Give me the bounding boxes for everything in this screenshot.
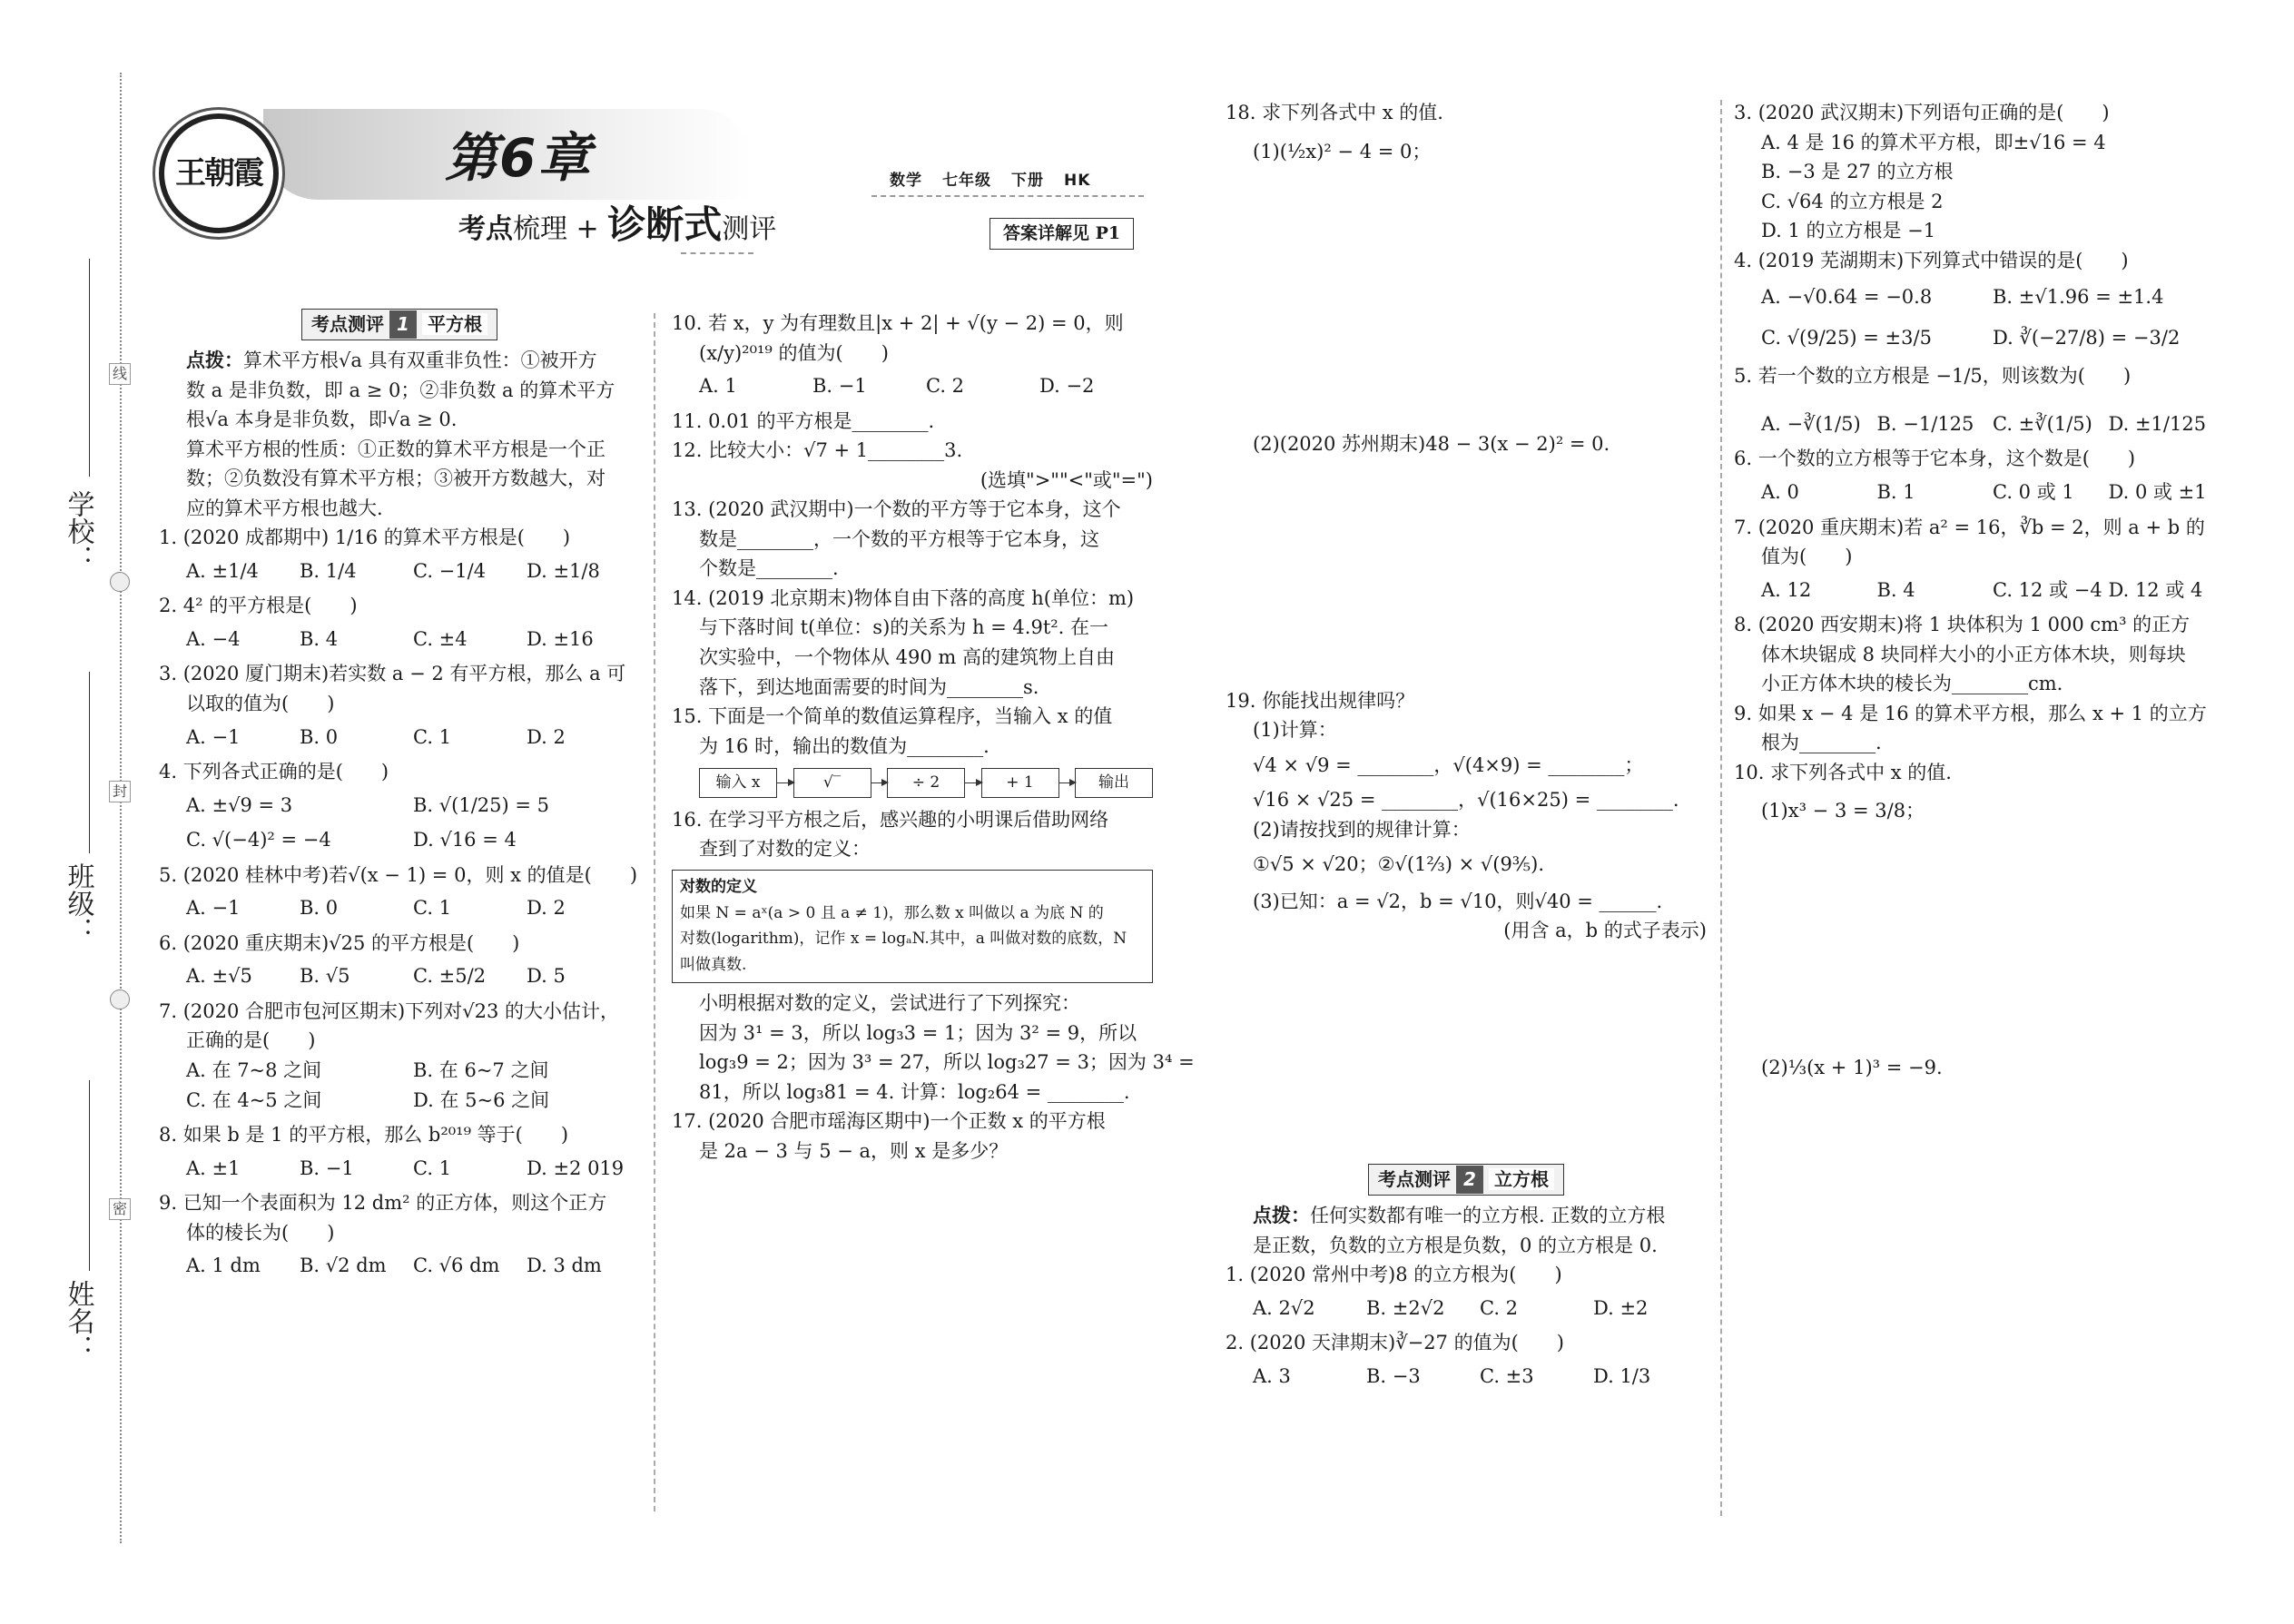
meta-edition: HK: [1064, 172, 1091, 190]
tip-line: 应的算术平方根也越大.: [186, 497, 383, 519]
question-18: 18. 求下列各式中 x 的值.: [1226, 102, 1443, 123]
question-stem: 6. (2020 重庆期末)√25 的平方根是( ): [159, 931, 520, 954]
question-line: (1)计算：: [1253, 719, 1337, 742]
question-line: 16. 在学习平方根之后，感兴趣的小明课后借助网络: [672, 808, 1109, 831]
question-13: [672, 495, 1153, 584]
subtitle-part: 诊断式: [607, 202, 723, 247]
question-line: 8. (2020 西安期末)将 1 块体积为 1 000 cm³ 的正方: [1734, 614, 2191, 636]
question-line: 个数是________.: [699, 557, 839, 580]
question-18-part1: (1)(½x)² − 4 = 0；: [1253, 140, 1432, 162]
option[interactable]: D. ±1/8: [527, 559, 600, 582]
options: [1761, 323, 2224, 353]
question-18-part2: (2)(2020 苏州期末)48 − 3(x − 2)² = 0.: [1253, 433, 1610, 456]
option[interactable]: D. 在 5~6 之间: [413, 1088, 550, 1111]
option[interactable]: B. 4: [1876, 578, 1915, 601]
question-stem: 2. (2020 天津期末)∛−27 的值为( ): [1226, 1332, 1564, 1354]
question-stem: 7. (2020 合肥市包河区期末)下列对√23 的大小估计，: [159, 999, 619, 1022]
binding-mark-seal: 封: [109, 781, 131, 802]
question-line: ①√5 × √20；②√(1⅔) × √(9⅗).: [1253, 853, 1545, 876]
options: [186, 1251, 640, 1281]
option[interactable]: B. 在 6~7 之间: [413, 1059, 549, 1082]
option[interactable]: B. 1/4: [300, 559, 357, 582]
option[interactable]: B. −3 是 27 的立方根: [1761, 161, 1954, 183]
option[interactable]: D. ±16: [527, 627, 594, 650]
cube-question-6: [1734, 444, 2224, 507]
option[interactable]: D. ±1/125: [2108, 412, 2207, 435]
question-stem: 体的棱长为( ): [186, 1221, 335, 1244]
option[interactable]: A. 4 是 16 的算术平方根，即±√16 = 4: [1761, 131, 2106, 153]
option[interactable]: B. ±√1.96 = ±1.4: [1993, 286, 2164, 309]
option[interactable]: B. 1: [1876, 481, 1915, 504]
question-6: [159, 929, 640, 991]
question-stem: 3. (2020 厦门期末)若实数 a − 2 有平方根，那么 a 可: [159, 663, 626, 685]
cube-question-10-part2: (2)⅓(x + 1)³ = −9.: [1761, 1057, 1943, 1079]
definition-line: 如果 N = aˣ(a > 0 且 a ≠ 1)，那么数 x 叫做以 a 为底 N 的: [680, 903, 1104, 922]
computation-flowchart: [672, 768, 1153, 797]
question-stem: 4. (2019 芜湖期末)下列算式中错误的是( ): [1734, 249, 2129, 271]
tip-line: 根√a 本身是非负数，即√a ≥ 0.: [186, 408, 458, 431]
question-stem: 8. 如果 b 是 1 的平方根，那么 b²⁰¹⁹ 等于( ): [159, 1124, 569, 1147]
option[interactable]: A. 2√2: [1253, 1296, 1315, 1319]
question-line: 数是________，一个数的平方根等于它本身，这: [699, 527, 1099, 550]
option[interactable]: B. ±2√2: [1366, 1296, 1445, 1319]
cube-question-4: [1734, 246, 2224, 353]
question-stem: 10. 若 x，y 为有理数且|x + 2| + √(y − 2) = 0，则: [672, 312, 1124, 334]
option[interactable]: D. 3 dm: [527, 1255, 602, 1277]
option[interactable]: D. 1/3: [1593, 1364, 1651, 1387]
subtitle-part: 考点: [458, 213, 513, 245]
options: [186, 556, 640, 586]
option[interactable]: C. 0 或 1: [1993, 481, 2074, 504]
class-label: 班级：: [62, 862, 94, 944]
option[interactable]: A. ±1/4: [186, 559, 259, 582]
question-line: 81，所以 log₃81 = 4. 计算：log₂64 = ________.: [699, 1080, 1130, 1103]
section-number: 2: [1456, 1166, 1483, 1194]
question-stem: 1. (2020 常州中考)8 的立方根为( ): [1226, 1264, 1562, 1286]
question-9: [159, 1188, 640, 1281]
question-line: log₃9 = 2；因为 3³ = 27，所以 log₃27 = 3；因为 3⁴ =: [699, 1051, 1195, 1074]
subtitle-part: 测评: [722, 213, 777, 245]
binding-mark-line: 线: [109, 363, 131, 385]
meta-grade: 七年级: [942, 172, 991, 190]
question-10: [672, 309, 1153, 401]
question-line: (3)已知：a = √2，b = √10，则√40 = ______.: [1253, 890, 1663, 912]
option[interactable]: C. ±3: [1480, 1364, 1534, 1387]
question-line: 根为________.: [1761, 732, 1882, 754]
question-stem: 正确的是( ): [186, 1029, 316, 1052]
option[interactable]: A. −1: [186, 897, 241, 920]
question-stem: 1. (2020 成都期中) 1/16 的算术平方根是( ): [159, 527, 571, 549]
tip-line: 任何实数都有唯一的立方根. 正数的立方根: [1310, 1205, 1666, 1227]
section-number: 1: [389, 310, 417, 339]
question-19-hint: (用含 a，b 的式子表示): [1503, 920, 1707, 942]
question-line: √4 × √9 = ________，√(4×9) = ________；: [1253, 753, 1644, 776]
option[interactable]: A. ±√5: [186, 965, 252, 988]
option[interactable]: B. −3: [1366, 1364, 1421, 1387]
meta-subject: 数学: [890, 172, 922, 190]
definition-line: 叫做真数.: [680, 956, 747, 975]
answer-reference: 答案详解见 P1: [989, 218, 1134, 250]
cube-question-5: [1734, 361, 2224, 438]
option[interactable]: B. 0: [300, 725, 339, 748]
tip-line: 算术平方根√a 具有双重非负性：①被开方: [243, 349, 597, 371]
option[interactable]: D. 12 或 4: [2108, 578, 2203, 601]
question-17: [672, 1107, 1153, 1166]
option[interactable]: A. −∛(1/5): [1761, 412, 1861, 435]
options: [1761, 477, 2224, 507]
question-8: [159, 1120, 640, 1183]
subtitle-part: 梳理 +: [513, 213, 608, 245]
section-label: 考点测评: [1378, 1168, 1452, 1191]
option[interactable]: D. √16 = 4: [413, 829, 517, 851]
option[interactable]: B. −1/125: [1876, 412, 1974, 435]
question-stem: 5. (2020 桂林中考)若√(x − 1) = 0，则 x 的值是( ): [159, 863, 638, 886]
option[interactable]: A. 1 dm: [186, 1255, 261, 1277]
option[interactable]: A. −1: [186, 725, 241, 748]
logo-text: 王朝霞: [175, 154, 262, 192]
option[interactable]: D. 1 的立方根是 −1: [1761, 220, 1936, 242]
question-line: √16 × √25 = ________，√(16×25) = ________.: [1253, 789, 1679, 812]
option[interactable]: D. 2: [527, 725, 566, 748]
flow-add: + 1: [981, 768, 1059, 797]
question-12-hint: (选填">""<"或"="): [980, 468, 1153, 491]
tip-block: [159, 346, 640, 523]
question-line: 9. 如果 x − 4 是 16 的算术平方根，那么 x + 1 的立方: [1734, 702, 2207, 724]
section-name: 平方根: [422, 313, 487, 335]
option[interactable]: B. 4: [300, 627, 339, 650]
tip-label: 点拨：: [186, 349, 243, 371]
binding-hole: [110, 572, 130, 592]
brand-logo: [159, 113, 279, 233]
options: [186, 825, 640, 855]
option[interactable]: D. 0 或 ±1: [2108, 481, 2207, 504]
header-dashed-line: [681, 252, 753, 254]
cube-question-10-part1: (1)x³ − 3 = 3/8；: [1761, 800, 1925, 822]
page-subtitle: [458, 195, 776, 254]
binding-dotted-line: [120, 73, 122, 1543]
option[interactable]: C. √6 dm: [413, 1255, 500, 1277]
flow-arrow: [871, 782, 888, 783]
options: [186, 723, 640, 753]
option[interactable]: C. −1/4: [413, 559, 487, 582]
tip-line: 是正数，负数的立方根是负数，0 的立方根是 0.: [1253, 1234, 1658, 1256]
logarithm-definition-box: [672, 870, 1153, 984]
question-line: 17. (2020 合肥市瑶海区期中)一个正数 x 的平方根: [672, 1110, 1106, 1133]
question-stem: 值为( ): [1761, 546, 1853, 568]
section-label: 考点测评: [311, 313, 385, 335]
section-name: 立方根: [1489, 1168, 1554, 1190]
option[interactable]: A. −4: [186, 627, 241, 650]
question-2: [159, 591, 640, 654]
option[interactable]: B. −1: [812, 375, 867, 398]
question-stem: 9. 已知一个表面积为 12 dm² 的正方体，则这个正方: [159, 1192, 607, 1215]
column-divider: [654, 313, 655, 1511]
option[interactable]: C. √(−4)² = −4: [186, 829, 331, 851]
options: [1253, 1294, 1707, 1324]
section-header-square-root: [301, 309, 497, 340]
options: [186, 1154, 640, 1184]
flow-sqrt: √‾: [793, 768, 871, 797]
question-line: 是 2a − 3 与 5 − a，则 x 是多少？: [699, 1139, 1009, 1162]
question-4: [159, 757, 640, 855]
cube-question-2: [1226, 1328, 1707, 1391]
option[interactable]: B. √2 dm: [300, 1255, 387, 1277]
option[interactable]: D. −2: [1039, 375, 1095, 398]
question-line: (2)请按找到的规律计算：: [1253, 818, 1471, 841]
question-16: [672, 805, 1195, 1107]
question-line: 为 16 时，输出的数值为________.: [699, 734, 989, 757]
options: [186, 961, 640, 991]
question-stem: 以取的值为( ): [186, 693, 335, 715]
school-label: 学校：: [62, 490, 94, 572]
tip-block: [1226, 1201, 1707, 1260]
question-stem: 3. (2020 武汉期末)下列语句正确的是( ): [1734, 102, 2110, 123]
option[interactable]: C. ±4: [413, 627, 468, 650]
question-line: 落下，到达地面需要的时间为________s.: [699, 675, 1039, 698]
option[interactable]: C. √64 的立方根是 2: [1761, 190, 1944, 212]
option[interactable]: B. −1: [300, 1156, 354, 1179]
options: [1761, 409, 2224, 439]
tip-line: 算术平方根的性质：①正数的算术平方根是一个正: [186, 438, 605, 460]
question-stem: 4. 下列各式正确的是( ): [159, 761, 389, 783]
question-stem: 5. 若一个数的立方根是 −1/5，则该数为( ): [1734, 365, 2132, 388]
question-7: [159, 997, 640, 1115]
question-line: 与下落时间 t(单位：s)的关系为 h = 4.9t². 在一: [699, 616, 1109, 639]
option[interactable]: B. √(1/25) = 5: [413, 793, 550, 816]
option[interactable]: C. 1: [413, 897, 452, 920]
flow-arrow: [965, 782, 981, 783]
meta-volume: 下册: [1011, 172, 1044, 190]
option[interactable]: A. 12: [1761, 578, 1812, 601]
definition-title: 对数的定义: [680, 877, 757, 896]
option[interactable]: A. 1: [699, 375, 737, 398]
option[interactable]: D. ∛(−27/8) = −3/2: [1993, 326, 2181, 349]
column-3: [1226, 98, 1707, 1396]
tip-line: 数；②负数没有算术平方根；③被开方数越大，对: [186, 468, 605, 490]
cube-question-7: [1734, 513, 2224, 605]
options: [1253, 1362, 1707, 1392]
question-line: 14. (2019 北京期末)物体自由下落的高度 h(单位：m): [672, 586, 1135, 609]
flow-arrow: [777, 782, 793, 783]
option[interactable]: C. √(9/25) = ±3/5: [1761, 326, 1932, 349]
question-3: [159, 659, 640, 752]
options: [186, 893, 640, 923]
definition-line: 对数(logarithm)，记作 x = logₐN.其中，a 叫做对数的底数，N: [680, 930, 1127, 949]
binding-mark-close: 密: [109, 1198, 131, 1220]
column-2: [672, 309, 1195, 1166]
question-line: 因为 3¹ = 3，所以 log₃3 = 1；因为 3² = 9，所以: [699, 1021, 1137, 1044]
cube-question-1: [1226, 1260, 1707, 1323]
option[interactable]: D. ±2: [1593, 1296, 1649, 1319]
section-header-cube-root: [1368, 1164, 1564, 1196]
question-stem: 6. 一个数的立方根等于它本身，这个数是( ): [1734, 448, 2136, 470]
question-stem: 7. (2020 重庆期末)若 a² = 16，∛b = 2，则 a + b 的: [1734, 516, 2205, 538]
binding-hole: [110, 989, 130, 1009]
column-4: [1734, 98, 2224, 1083]
options: [186, 1086, 640, 1116]
options: [1761, 576, 2224, 605]
option[interactable]: D. 5: [527, 965, 566, 988]
option[interactable]: C. 2: [926, 375, 965, 398]
chapter-title: 第6章: [445, 127, 593, 189]
option[interactable]: C. 2: [1480, 1296, 1519, 1319]
tip-label: 点拨：: [1253, 1204, 1310, 1227]
option[interactable]: A. −√0.64 = −0.8: [1761, 286, 1933, 309]
option[interactable]: A. 在 7~8 之间: [186, 1059, 322, 1082]
name-label: 姓名：: [62, 1280, 94, 1362]
question-line: 13. (2020 武汉期中)一个数的平方等于它本身，这个: [672, 498, 1121, 521]
option[interactable]: A. ±1: [186, 1156, 241, 1179]
question-stem: (x/y)²⁰¹⁹ 的值为( ): [699, 341, 889, 364]
option[interactable]: A. 3: [1253, 1364, 1291, 1387]
option[interactable]: C. ±∛(1/5): [1993, 412, 2092, 435]
question-line: 体木块锯成 8 块同样大小的小正方体木块，则每块: [1761, 643, 2186, 665]
tip-line: 数 a 是非负数，即 a ≥ 0；②非负数 a 的算术平方: [186, 379, 615, 401]
school-underline: [89, 259, 90, 477]
question-stem: 19. 你能找出规律吗？: [1226, 689, 1415, 712]
question-line: 次实验中，一个物体从 490 m 高的建筑物上自由: [699, 646, 1116, 669]
question-14: [672, 584, 1153, 702]
option[interactable]: B. 0: [300, 897, 339, 920]
question-line: 15. 下面是一个简单的数值运算程序，当输入 x 的值: [672, 705, 1113, 728]
option[interactable]: B. √5: [300, 965, 350, 988]
cube-question-9: [1734, 699, 2224, 758]
book-meta: [890, 169, 1110, 192]
flow-arrow: [1059, 782, 1076, 783]
option[interactable]: C. 12 或 −4: [1993, 578, 2102, 601]
cube-question-10: 10. 求下列各式中 x 的值.: [1734, 761, 1952, 783]
flow-output: 输出: [1075, 768, 1153, 797]
option[interactable]: A. 0: [1761, 481, 1799, 504]
class-underline: [89, 672, 90, 853]
options: [699, 371, 1153, 401]
option[interactable]: D. 2: [527, 897, 566, 920]
options: [1761, 282, 2224, 312]
flow-divide: ÷ 2: [887, 768, 965, 797]
flow-input: 输入 x: [699, 768, 777, 797]
option[interactable]: D. ±2 019: [527, 1156, 625, 1179]
name-underline: [89, 1080, 90, 1271]
question-19: [1226, 686, 1707, 946]
question-line: 小明根据对数的定义，尝试进行了下列探究：: [699, 992, 1080, 1015]
header-dashed-line: [871, 195, 1144, 197]
question-stem: 2. 4² 的平方根是( ): [159, 595, 358, 617]
option[interactable]: C. ±5/2: [413, 965, 487, 988]
question-15: [672, 702, 1153, 797]
question-line: 查到了对数的定义：: [699, 838, 871, 861]
options: [186, 625, 640, 655]
question-line: 小正方体木块的棱长为________cm.: [1761, 673, 2063, 695]
cube-question-3: [1734, 98, 2224, 246]
column-divider: [1720, 100, 1722, 1516]
question-5: [159, 861, 640, 923]
column-1: [159, 309, 640, 1286]
question-1: [159, 523, 640, 586]
option[interactable]: C. 在 4~5 之间: [186, 1088, 322, 1111]
options: [186, 1056, 640, 1086]
options: [186, 791, 640, 821]
question-12: 12. 比较大小：√7 + 1________3.: [672, 439, 963, 462]
cube-question-8: [1734, 610, 2224, 699]
option[interactable]: C. 1: [413, 725, 452, 748]
question-11: 11. 0.01 的平方根是________.: [672, 409, 935, 432]
option[interactable]: A. ±√9 = 3: [186, 793, 293, 816]
option[interactable]: C. 1: [413, 1156, 452, 1179]
